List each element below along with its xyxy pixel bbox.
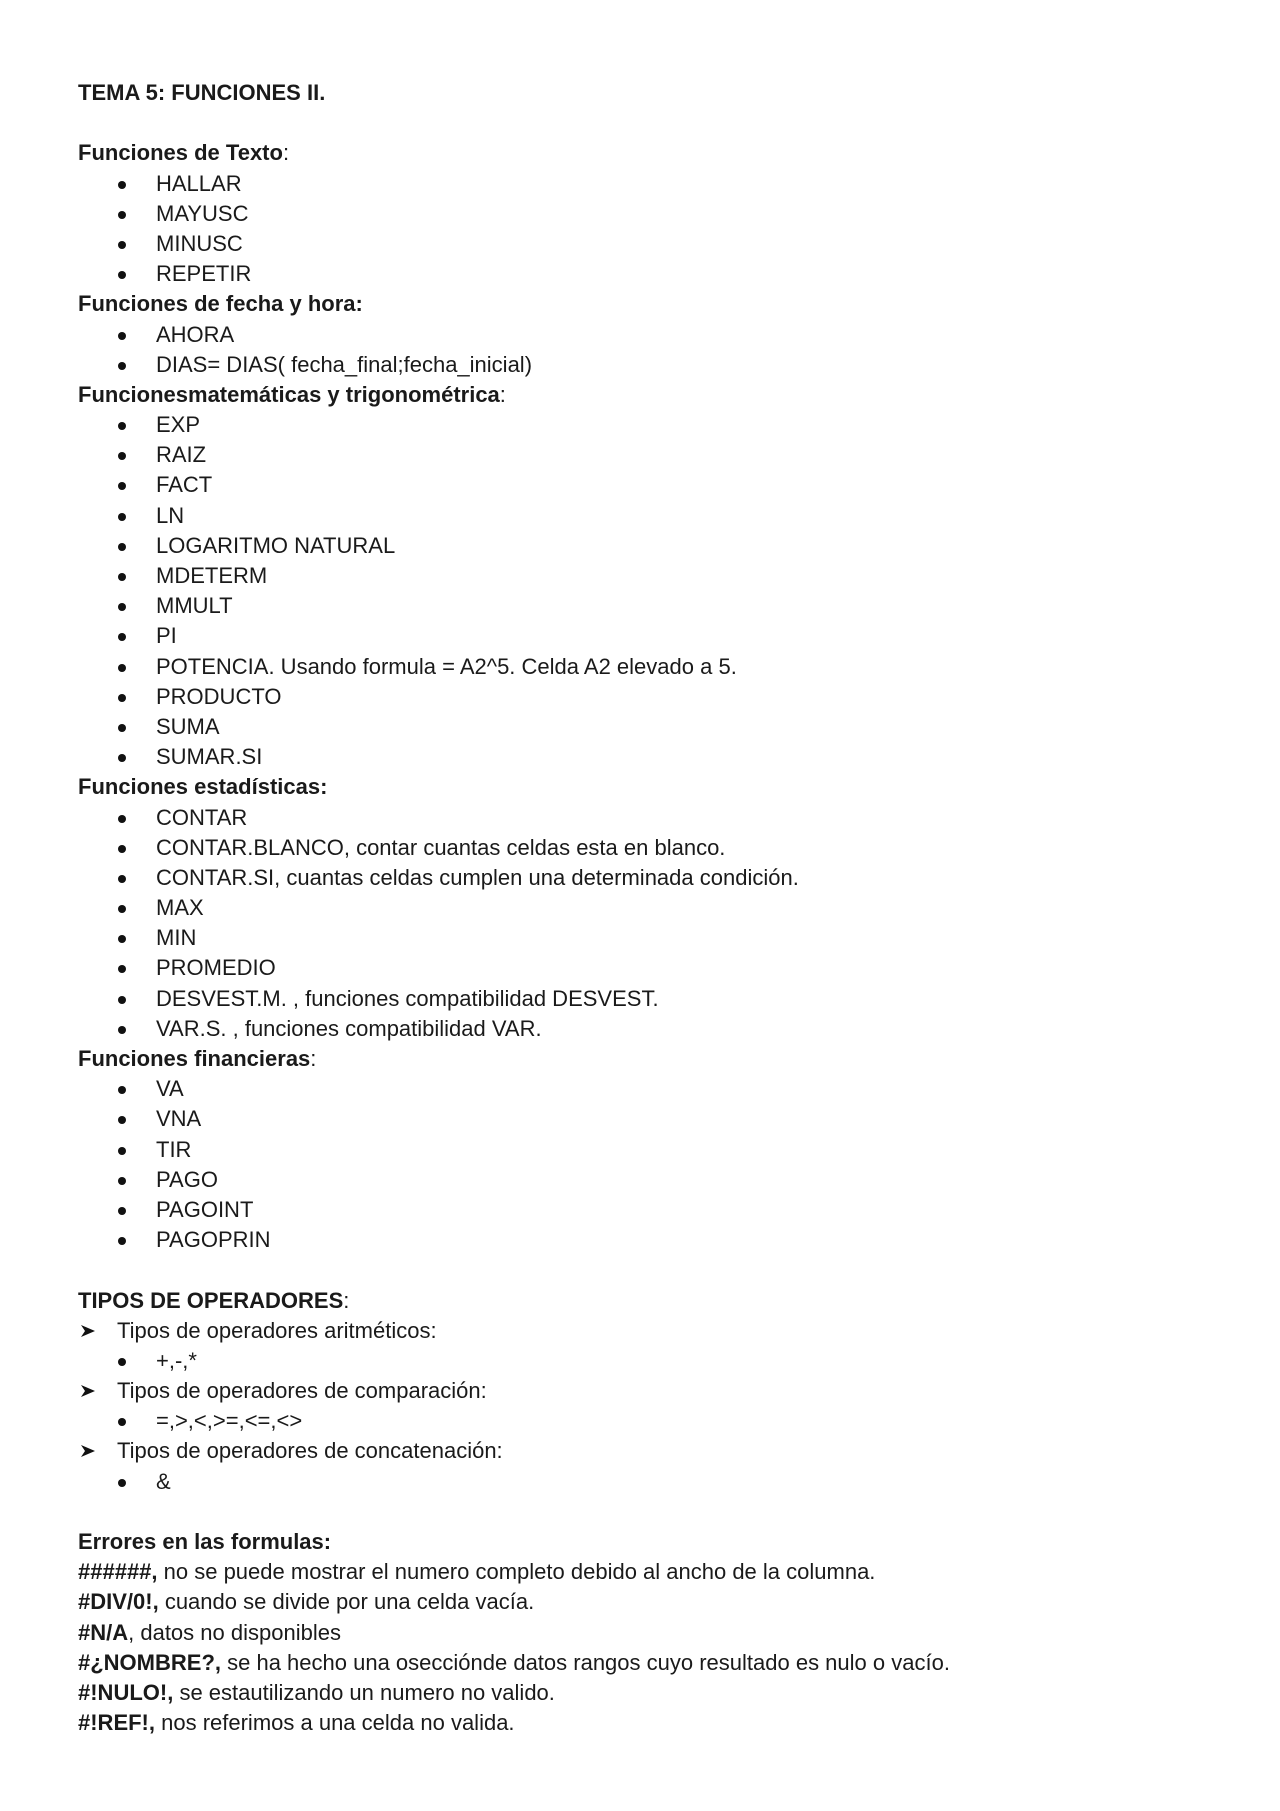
list-item: SUMAR.SI <box>78 742 1218 772</box>
arrow-bullet-icon <box>80 1324 96 1338</box>
section-heading-financieras: Funciones financieras: <box>78 1046 317 1071</box>
bullet-icon <box>118 573 126 581</box>
list-item: MIN <box>78 923 1218 953</box>
bullet-icon <box>118 754 126 762</box>
bullet-icon <box>118 332 126 340</box>
list-item: MMULT <box>78 591 1218 621</box>
list-item: CONTAR <box>78 803 1218 833</box>
list-item: SUMA <box>78 712 1218 742</box>
error-item: #!NULO!, se estautilizando un numero no valido. <box>78 1679 555 1705</box>
operator-group: Tipos de operadores aritméticos: <box>78 1316 1218 1346</box>
section-heading-operadores: TIPOS DE OPERADORES: <box>78 1287 350 1313</box>
list-item: VAR.S. , funciones compatibilidad VAR. <box>78 1014 1218 1044</box>
list-item: PAGOINT <box>78 1195 1218 1225</box>
section-heading-errores: Errores en las formulas: <box>78 1529 332 1554</box>
section-heading-texto: Funciones de Texto: <box>78 140 290 166</box>
bullet-icon <box>118 905 126 913</box>
list-item: VNA <box>78 1104 1218 1134</box>
list-item: HALLAR <box>78 169 1218 199</box>
list-item: RAIZ <box>78 440 1218 470</box>
bullet-icon <box>118 694 126 702</box>
list-item: DIAS= DIAS( fecha_final;fecha_inicial) <box>78 350 1218 380</box>
bullet-icon <box>118 1116 126 1124</box>
bullet-icon <box>118 965 126 973</box>
list-item: FACT <box>78 470 1218 500</box>
bullet-icon <box>118 1358 126 1366</box>
list-item: PRODUCTO <box>78 682 1218 712</box>
arrow-bullet-icon <box>80 1384 96 1398</box>
list-item: EXP <box>78 410 1218 440</box>
list-item: PAGOPRIN <box>78 1225 1218 1255</box>
list-item: PAGO <box>78 1165 1218 1195</box>
list-item: TIR <box>78 1135 1218 1165</box>
bullet-icon <box>118 1147 126 1155</box>
error-item: ######, no se puede mostrar el numero completo debido al ancho de la columna. <box>78 1559 876 1585</box>
list-item: CONTAR.BLANCO, contar cuantas celdas esta en blanco. <box>78 833 1218 863</box>
bullet-icon <box>118 211 126 219</box>
list-item: REPETIR <box>78 259 1218 289</box>
bullet-icon <box>118 633 126 641</box>
document-page <box>78 78 1218 1738</box>
list-item: CONTAR.SI, cuantas celdas cumplen una determinada condición. <box>78 863 1218 893</box>
bullet-icon <box>118 664 126 672</box>
bullet-icon <box>118 241 126 249</box>
list-item: PROMEDIO <box>78 953 1218 983</box>
operator-group: Tipos de operadores de concatenación: <box>78 1436 1218 1466</box>
bullet-icon <box>118 1177 126 1185</box>
bullet-icon <box>118 996 126 1004</box>
bullet-icon <box>118 724 126 732</box>
bullet-icon <box>118 543 126 551</box>
list-item: POTENCIA. Usando formula = A2^5. Celda A2 elevado a 5. <box>78 652 1218 682</box>
list-item: +,-,* <box>78 1346 1218 1376</box>
error-item: #DIV/0!, cuando se divide por una celda vacía. <box>78 1589 535 1615</box>
list-item: DESVEST.M. , funciones compatibilidad DESVEST. <box>78 984 1218 1014</box>
bullet-icon <box>118 482 126 490</box>
error-item: #N/A, datos no disponibles <box>78 1619 341 1645</box>
list-item: & <box>78 1467 1218 1497</box>
list-item: VA <box>78 1074 1218 1104</box>
bullet-icon <box>118 1026 126 1034</box>
section-heading-matematicas: Funcionesmatemáticas y trigonométrica: <box>78 381 506 407</box>
list-item: =,>,<,>=,<=,<> <box>78 1406 1218 1436</box>
bullet-icon <box>118 875 126 883</box>
list-item: MAX <box>78 893 1218 923</box>
bullet-icon <box>118 1207 126 1215</box>
bullet-icon <box>118 422 126 430</box>
list-item: LOGARITMO NATURAL <box>78 531 1218 561</box>
bullet-icon <box>118 271 126 279</box>
arrow-bullet-icon <box>80 1444 96 1458</box>
list-item: MINUSC <box>78 229 1218 259</box>
bullet-icon <box>118 1479 126 1487</box>
bullet-icon <box>118 362 126 370</box>
list-item: PI <box>78 621 1218 651</box>
bullet-icon <box>118 815 126 823</box>
section-heading-estadisticas: Funciones estadísticas: <box>78 774 328 800</box>
bullet-icon <box>118 181 126 189</box>
error-item: #¿NOMBRE?, se ha hecho una osecciónde datos rangos cuyo resultado es nulo o vacío. <box>78 1649 950 1675</box>
bullet-icon <box>118 935 126 943</box>
list-item: LN <box>78 501 1218 531</box>
error-item: #!REF!, nos referimos a una celda no valida. <box>78 1710 515 1736</box>
bullet-icon <box>118 845 126 853</box>
bullet-icon <box>118 603 126 611</box>
bullet-icon <box>118 1418 126 1426</box>
bullet-icon <box>118 452 126 460</box>
operator-group: Tipos de operadores de comparación: <box>78 1376 1218 1406</box>
page-title: TEMA 5: FUNCIONES II. <box>78 80 326 105</box>
list-item: MDETERM <box>78 561 1218 591</box>
list-item: MAYUSC <box>78 199 1218 229</box>
list-item: AHORA <box>78 320 1218 350</box>
bullet-icon <box>118 1237 126 1245</box>
section-heading-fecha: Funciones de fecha y hora: <box>78 291 363 317</box>
bullet-icon <box>118 513 126 521</box>
bullet-icon <box>118 1086 126 1094</box>
